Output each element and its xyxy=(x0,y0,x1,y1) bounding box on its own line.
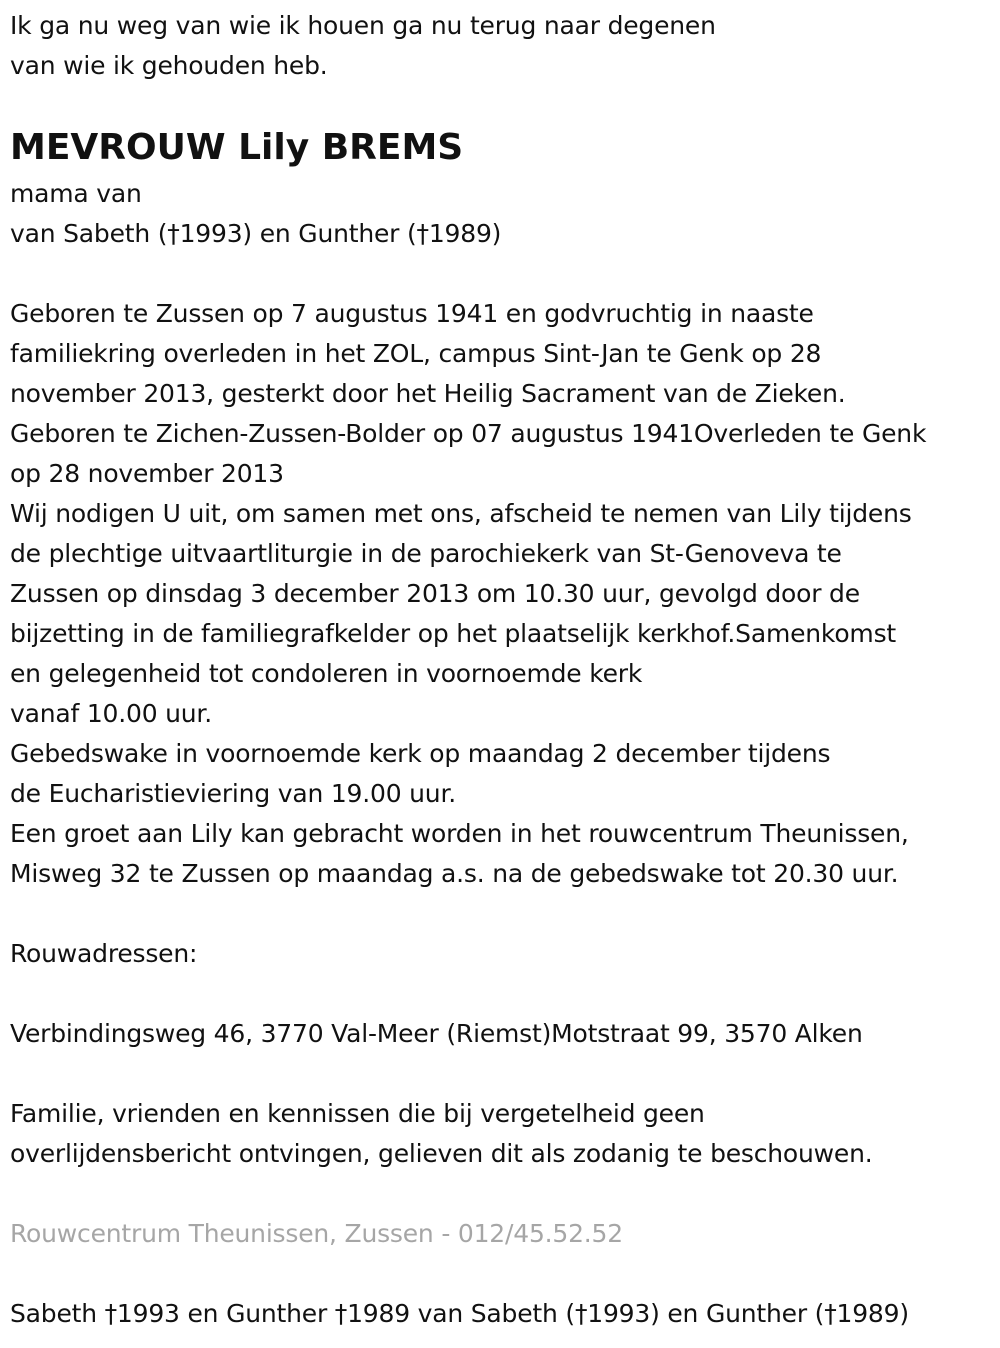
intro-poem xyxy=(10,6,990,86)
notice-line-2: overlijdensbericht ontvingen, gelieven dit als zodanig te beschouwen. xyxy=(10,1139,873,1168)
obituary-body xyxy=(10,294,990,894)
body-line: bijzetting in de familiegrafkelder op het plaatselijk kerkhof.Samenkomst xyxy=(10,619,896,648)
body-line: de plechtige uitvaartliturgie in de parochiekerk van St-Genoveva te xyxy=(10,539,842,568)
body-line: Misweg 32 te Zussen op maandag a.s. na de gebedswake tot 20.30 uur. xyxy=(10,859,899,888)
body-line: Gebedswake in voornoemde kerk op maandag 2 december tijdens xyxy=(10,739,831,768)
relation-line-1: mama van xyxy=(10,179,142,208)
intro-line-1: Ik ga nu weg van wie ik houen ga nu terug naar degenen xyxy=(10,11,716,40)
body-line: op 28 november 2013 xyxy=(10,459,284,488)
deceased-name: MEVROUW Lily BREMS xyxy=(10,127,464,168)
notice-line-1: Familie, vrienden en kennissen die bij vergetelheid geen xyxy=(10,1099,705,1128)
footer-line: Sabeth †1993 en Gunther †1989 van Sabeth (†1993) en Gunther (†1989) xyxy=(10,1299,909,1328)
body-line: vanaf 10.00 uur. xyxy=(10,699,212,728)
body-line: Geboren te Zichen-Zussen-Bolder op 07 augustus 1941Overleden te Genk xyxy=(10,419,927,448)
spacer xyxy=(10,1174,990,1214)
spacer xyxy=(10,894,990,934)
body-line: Zussen op dinsdag 3 december 2013 om 10.30 uur, gevolgd door de xyxy=(10,579,860,608)
body-line: de Eucharistieviering van 19.00 uur. xyxy=(10,779,456,808)
addresses-value: Verbindingsweg 46, 3770 Val-Meer (Riemst)Motstraat 99, 3570 Alken xyxy=(10,1019,863,1048)
funeral-home-contact: Rouwcentrum Theunissen, Zussen - 012/45.52.52 xyxy=(10,1219,623,1248)
notice-block xyxy=(10,1094,990,1174)
body-line: Geboren te Zussen op 7 augustus 1941 en godvruchtig in naaste xyxy=(10,299,814,328)
addresses-label: Rouwadressen: xyxy=(10,939,198,968)
body-line: en gelegenheid tot condoleren in voornoemde kerk xyxy=(10,659,643,688)
relation-block xyxy=(10,174,990,254)
spacer xyxy=(10,1054,990,1094)
body-line: Een groet aan Lily kan gebracht worden in het rouwcentrum Theunissen, xyxy=(10,819,909,848)
relation-line-2: van Sabeth (†1993) en Gunther (†1989) xyxy=(10,219,502,248)
body-line: familiekring overleden in het ZOL, campus Sint-Jan te Genk op 28 xyxy=(10,339,822,368)
spacer xyxy=(10,974,990,1014)
spacer xyxy=(10,1254,990,1294)
body-line: Wij nodigen U uit, om samen met ons, afscheid te nemen van Lily tijdens xyxy=(10,499,912,528)
intro-line-2: van wie ik gehouden heb. xyxy=(10,51,328,80)
spacer xyxy=(10,254,990,294)
body-line: november 2013, gesterkt door het Heilig Sacrament van de Zieken. xyxy=(10,379,846,408)
